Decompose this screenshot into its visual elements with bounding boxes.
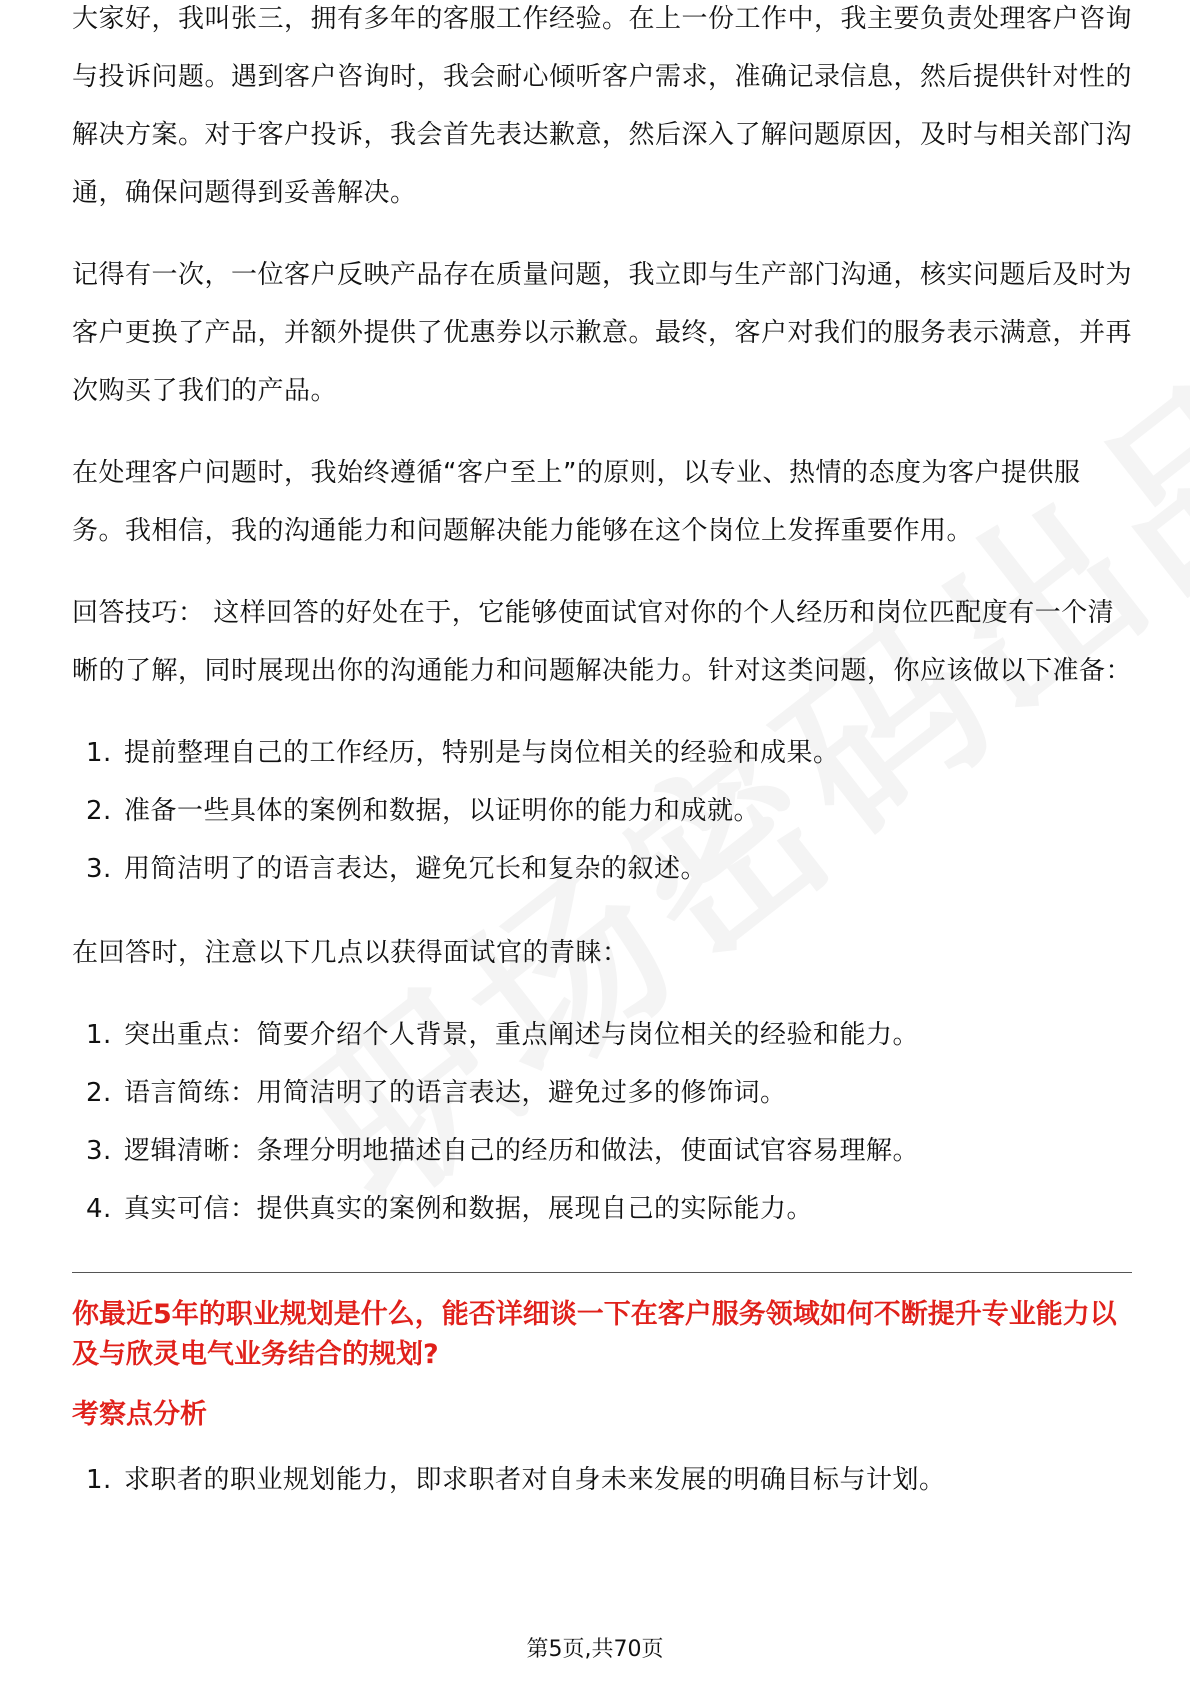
paragraph-intro: 大家好，我叫张三，拥有多年的客服工作经验。在上一份工作中，我主要负责处理客户咨询与投诉问题。遇到客户咨询时，我会耐心倾听客户需求，准确记录信息，然后提供针对性的解决方案。对于客户投诉，我会首先表达歉意，然后深入了解问题原因，及时与相关部门沟通，确保问题得到妥善解决。 (72, 4, 1133, 208)
paragraph-principle: 在处理客户问题时，我始终遵循“客户至上”的原则，以专业、热情的态度为客户提供服务。我相信，我的沟通能力和问题解决能力能够在这个岗位上发挥重要作用。 (72, 458, 1081, 546)
list-item (72, 1064, 1132, 1122)
tips-list (72, 1006, 1132, 1238)
list-number: 1. (86, 738, 112, 768)
list-item (72, 724, 1132, 782)
paragraph-tips-intro: 在回答时，注意以下几点以获得面试官的青睐： (72, 938, 629, 968)
analysis-heading: 考察点分析 (72, 1399, 207, 1430)
section-divider (72, 1272, 1132, 1273)
list-text: 真实可信：提供真实的案例和数据，展现自己的实际能力。 (124, 1194, 814, 1224)
list-item (72, 840, 1132, 898)
list-text: 语言简练：用简洁明了的语言表达，避免过多的修饰词。 (124, 1078, 787, 1108)
list-number: 1. (86, 1020, 112, 1050)
list-item (72, 1006, 1132, 1064)
list-text: 提前整理自己的工作经历，特别是与岗位相关的经验和成果。 (124, 738, 840, 768)
page-number-footer: 第5页,共70页 (526, 1637, 664, 1662)
list-item (72, 782, 1132, 840)
page-content (72, 4, 1133, 1535)
paragraph-example: 记得有一次，一位客户反映产品存在质量问题，我立即与生产部门沟通，核实问题后及时为客户更换了产品，并额外提供了优惠券以示歉意。最终，客户对我们的服务表示满意，并再次购买了我们的产品。 (72, 260, 1133, 406)
list-item (72, 1451, 1132, 1509)
list-number: 2. (86, 796, 112, 826)
list-text: 逻辑清晰：条理分明地描述自己的经历和做法，使面试官容易理解。 (124, 1136, 920, 1166)
paragraph-answer-tips: 回答技巧： 这样回答的好处在于，它能够使面试官对你的个人经历和岗位匹配度有一个清晰的了解，同时展现出你的沟通能力和问题解决能力。针对这类问题，你应该做以下准备： (72, 598, 1133, 686)
list-text: 准备一些具体的案例和数据，以证明你的能力和成就。 (124, 796, 761, 826)
list-number: 3. (86, 854, 112, 884)
list-text: 用简洁明了的语言表达，避免冗长和复杂的叙述。 (124, 854, 708, 884)
list-text: 突出重点：简要介绍个人背景，重点阐述与岗位相关的经验和能力。 (124, 1020, 920, 1050)
list-number: 4. (86, 1194, 112, 1224)
analysis-list (72, 1451, 1132, 1509)
list-item (72, 1122, 1132, 1180)
interview-question: 你最近5年的职业规划是什么，能否详细谈一下在客户服务领域如何不断提升专业能力以及与欣灵电气业务结合的规划? (72, 1299, 1117, 1370)
list-number: 3. (86, 1136, 112, 1166)
list-number: 1. (86, 1465, 112, 1495)
list-item (72, 1180, 1132, 1238)
preparation-list (72, 724, 1132, 898)
list-number: 2. (86, 1078, 112, 1108)
list-text: 求职者的职业规划能力，即求职者对自身未来发展的明确目标与计划。 (124, 1465, 946, 1495)
